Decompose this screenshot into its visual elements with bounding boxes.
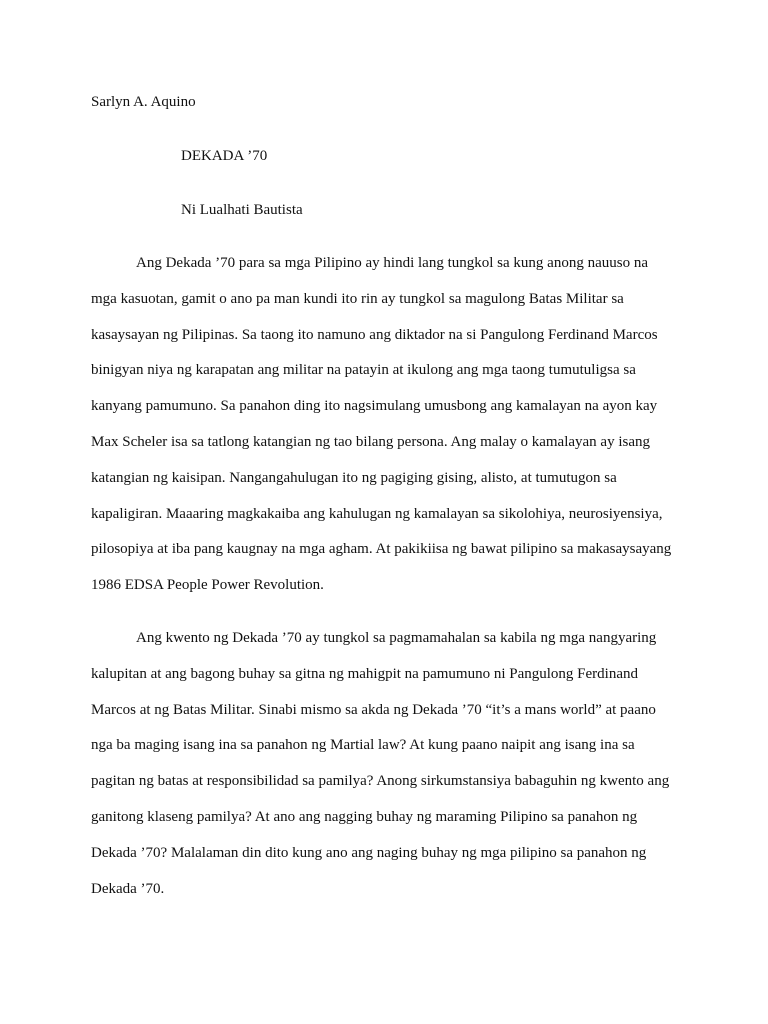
paragraph-line: Dekada ’70. bbox=[91, 880, 165, 897]
paragraph-line: pilosopiya at iba pang kaugnay na mga agham. At pakikiisa ng bawat pilipino sa makasaysayang bbox=[91, 541, 672, 558]
essay-byline: Ni Lualhati Bautista bbox=[181, 202, 303, 218]
essay-title: DEKADA ’70 bbox=[181, 148, 268, 164]
paragraph-line: Ang Dekada ’70 para sa mga Pilipino ay hindi lang tungkol sa kung anong nauuso na bbox=[136, 255, 648, 271]
paragraph-line: kapaligiran. Maaaring magkakaiba ang kahulugan ng kamalayan sa sikolohiya, neurosiyensiya, bbox=[91, 505, 663, 522]
paragraph-line: Max Scheler isa sa tatlong katangian ng tao bilang persona. Ang malay o kamalayan ay isang bbox=[91, 433, 651, 450]
paragraph-line: 1986 EDSA People Power Revolution. bbox=[91, 577, 324, 594]
paragraph-line: kanyang pamumuno. Sa panahon ding ito nagsimulang umusbong ang kamalayan na ayon kay bbox=[91, 398, 658, 415]
author-name: Sarlyn A. Aquino bbox=[91, 94, 196, 110]
paragraph-line: kalupitan at ang bagong buhay sa gitna ng mahigpit na pamumuno ni Pangulong Ferdinand bbox=[91, 665, 638, 682]
paragraph-line: pagitan ng batas at responsibilidad sa pamilya? Anong sirkumstansiya babaguhin ng kwento ang bbox=[91, 773, 670, 790]
paragraph-line: mga kasuotan, gamit o ano pa man kundi ito rin ay tungkol sa magulong Batas Militar sa bbox=[91, 290, 624, 307]
paragraph-line: Ang kwento ng Dekada ’70 ay tungkol sa pagmamahalan sa kabila ng mga nangyaring bbox=[136, 630, 657, 646]
paragraph-line: Dekada ’70? Malalaman din dito kung ano ang naging buhay ng mga pilipino sa panahon ng bbox=[91, 844, 647, 861]
paragraph-line: kasaysayan ng Pilipinas. Sa taong ito namuno ang diktador na si Pangulong Ferdinand Marcos bbox=[91, 326, 658, 343]
paragraph-line: Marcos at ng Batas Militar. Sinabi mismo sa akda ng Dekada ’70 “it’s a mans world” at paano bbox=[91, 701, 656, 718]
paragraph-line: nga ba maging isang ina sa panahon ng Martial law? At kung paano naipit ang isang ina sa bbox=[91, 737, 635, 754]
paragraph-line: katangian ng kaisipan. Nangangahulugan ito ng pagiging gising, alisto, at tumutugon sa bbox=[91, 469, 617, 486]
paragraph-line: binigyan niya ng karapatan ang militar na patayin at ikulong ang mga taong tumutuligsa sa bbox=[91, 362, 636, 379]
paragraph-1 bbox=[91, 253, 691, 611]
paragraph-2 bbox=[91, 628, 691, 914]
paragraph-line: ganitong klaseng pamilya? At ano ang nagging buhay ng maraming Pilipino sa panahon ng bbox=[91, 808, 638, 825]
